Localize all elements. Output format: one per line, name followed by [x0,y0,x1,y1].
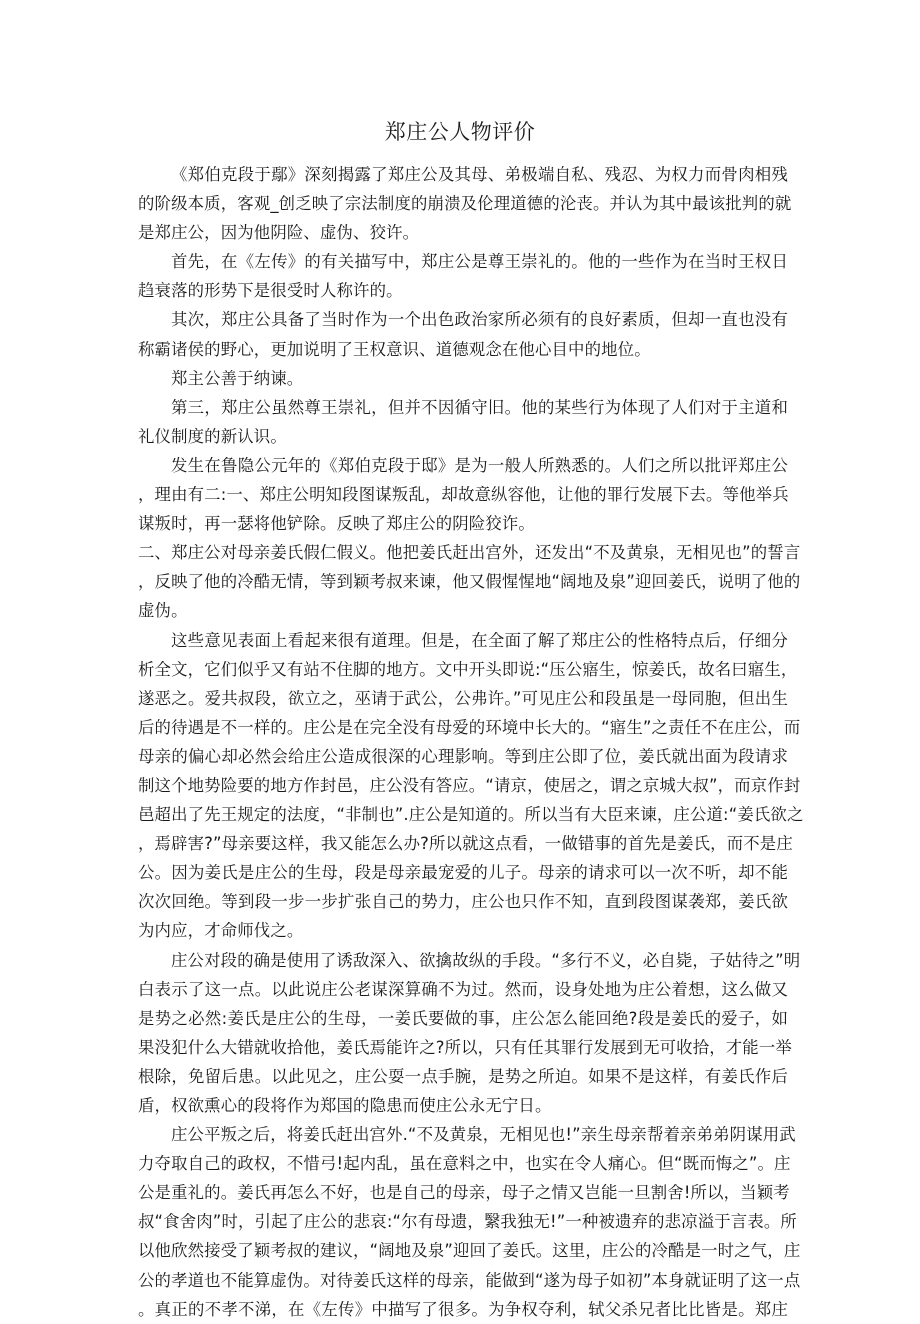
text-line: 礼仪制度的新认识。 [138,426,287,446]
text-line: 谋叛时，再一瑟将他铲除。反映了郑庄公的阴险狡诈。 [138,514,535,534]
text-line: 公是重礼的。姜氏再怎么不好，也是自己的母亲，母子之情又岂能一旦割舍!所以，当颖考 [138,1183,790,1203]
text-line: 第三，郑庄公虽然尊王崇礼，但并不因循守旧。他的某些行为体现了人们对于主道和 [171,397,788,417]
text-line: 虚伪。 [138,601,188,621]
text-line: 后的待遇是不一样的。庄公是在完全没有母爱的环境中长大的。“寤生”之责任不在庄公，而 [138,717,801,737]
text-line: 力夺取自己的政权，不惜弓!起内乱，虽在意料之中，也实在令人痛心。但“既而悔之”。庄 [138,1154,791,1174]
document-title: 郑庄公人物评价 [384,120,536,144]
text-line: 是势之必然:姜氏是庄公的生母，一姜氏要做的事，庄公怎么能回绝?段是姜氏的爱子，如 [138,1008,788,1028]
text-line: 根除，免留后患。以此见之，庄公耍一点手腕，是势之所迫。如果不是这样，有姜氏作后 [138,1066,788,1086]
text-line: 《郑伯克段于鄢》深刻揭露了郑庄公及其母、弟极端自私、残忍、为权力而骨肉相残 [171,165,788,184]
text-line: 。真正的不孝不涕，在《左传》中描写了很多。为争权夺利，轼父杀兄者比比皆是。郑庄 [138,1299,788,1319]
text-line: 庄公平叛之后，将姜氏赶出宫外.“不及黄泉，无相见也!”亲生母亲帮着亲弟弟阴谋用武 [171,1125,796,1145]
text-line: 的阶级本质，客观_创乏映了宗法制度的崩溃及伦理道德的沦丧。并认为其中最该批判的就 [138,194,792,214]
text-line: 这些意见表面上看起来很有道理。但是，在全面了解了郑庄公的性格特点后，仔细分 [171,630,788,650]
text-line: 是郑庄公，因为他阴险、虚伪、狡许。 [138,223,420,243]
document-body [138,160,804,1324]
text-line: 称霸诸侯的野心，更加说明了王权意识、道德观念在他心目中的地位。 [138,339,651,359]
text-line: 首先，在《左传》的有关描写中，郑庄公是尊王崇礼的。他的一些作为在当时王权日 [171,252,788,272]
text-line: 公。因为姜氏是庄公的生母，段是母亲最宠爱的儿子。母亲的请求可以一次不听，却不能 [138,863,788,883]
text-line: 次次回绝。等到段一步一步扩张自己的势力，庄公也只作不知，直到段图谋袭郑，姜氏欲 [138,892,788,912]
text-line: 遂恶之。爱共叔段，欲立之，巫请于武公，公弗许。”可见庄公和段虽是一母同胞，但出生 [138,688,788,708]
text-line: ，焉辟害?”母亲要这样，我又能怎么办?所以就这点看，一做错事的首先是姜氏，而不是庄 [138,834,793,854]
text-line: 邑超出了先王规定的法度，“非制也”.庄公是知道的。所以当有大臣来谏，庄公道:“姜氏欲之 [138,805,804,825]
text-line: 二、郑庄公对母亲姜氏假仁假义。他把姜氏赶出宫外，还发出“不及黄泉，无相见也”的誓言 [138,543,801,563]
text-line: 叔“食舍肉”时，引起了庄公的悲哀:“尔有母遗，繄我独无!”一种被遗弃的悲凉溢于言表。所 [138,1212,797,1232]
text-line: 以他欣然接受了颖考叔的建议，“阔地及泉”迎回了姜氏。这里，庄公的冷酷是一时之气，庄 [138,1241,801,1261]
text-line: 析全文，它们似乎又有站不住脚的地方。文中开头即说:“压公寤生，惊姜氏，故名曰寤生， [138,659,798,679]
text-line: 果没犯什么大错就收拾他，姜氏焉能许之?所以，只有任其罪行发展到无可收拾，才能一举 [138,1037,792,1057]
text-line: 趋衰落的形势下是很受时人称许的。 [138,281,403,301]
text-line: 其次，郑庄公具备了当时作为一个出色政治家所必须有的良好素质，但却一直也没有 [171,310,788,330]
text-line: 公的孝道也不能算虚伪。对待姜氏这样的母亲，能做到“遂为母子如初”本身就证明了这一点 [138,1270,801,1290]
text-line: 郑主公善于纳谏。 [171,368,304,388]
text-line: 制这个地势险要的地方作封邑，庄公没有答应。“请京，使居之，谓之京城大叔”，而京作封 [138,775,801,795]
text-line: ，反映了他的冷酷无情，等到颖考叔来谏，他又假惺惺地“阔地及泉”迎回姜氏，说明了他的 [138,572,801,592]
text-line: 盾，权欲熏心的段将作为郑国的隐患而使庄公永无宁日。 [138,1096,552,1115]
text-line: ，理由有二:一、郑庄公明知段图谋叛乱，却故意纵容他，让他的罪行发展下去。等他举兵 [138,485,789,505]
text-line: 为内应，才命师伐之。 [138,921,304,941]
text-line: 白表示了这一点。以此说庄公老谋深算确不为过。然而，设身处地为庄公着想，这么做又 [138,979,788,999]
text-line: 庄公对段的确是使用了诱敌深入、欲擒故纵的手段。“多行不义，必自毙，子姑待之”明 [171,950,801,970]
text-line: 发生在鲁隐公元年的《郑伯克段于邸》是为一般人所熟悉的。人们之所以批评郑庄公 [171,455,788,475]
text-line: 母亲的偏心却必然会给庄公造成很深的心理影响。等到庄公即了位，姜氏就出面为段请求 [138,746,788,766]
